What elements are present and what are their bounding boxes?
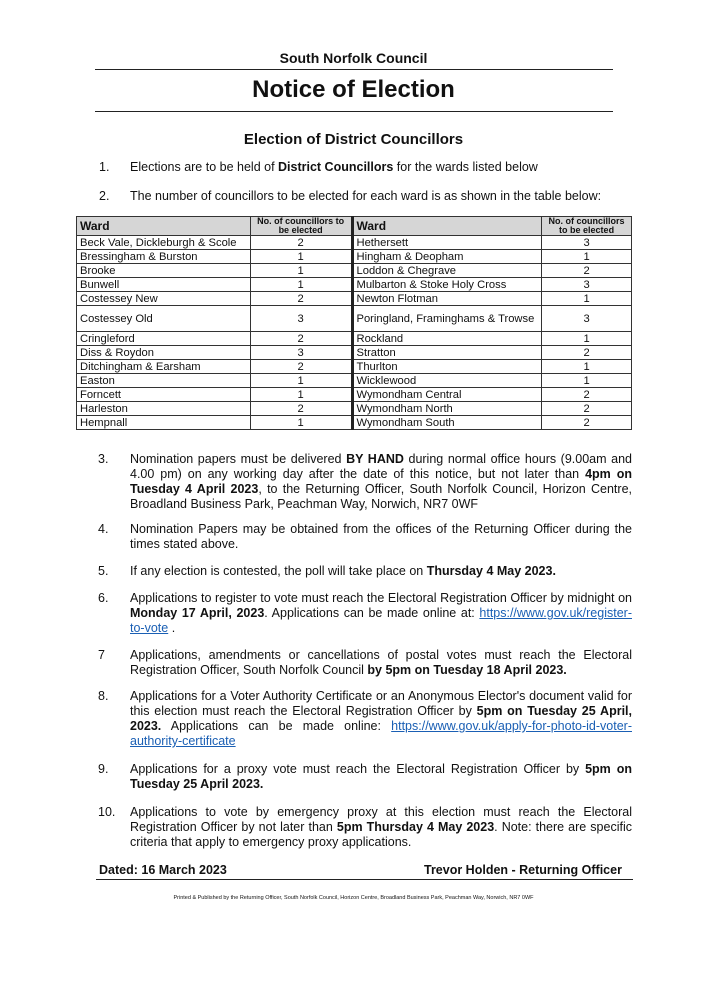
ward-name: Wymondham North: [352, 402, 542, 416]
councillor-count: 3: [250, 306, 352, 332]
ward-name: Costessey Old: [77, 306, 251, 332]
item-emphasis: District Councillors: [278, 160, 394, 174]
paragraph-emphasis: BY HAND: [346, 452, 404, 466]
paragraph-text: . Applications can be made online at:: [264, 606, 480, 620]
paragraph-text: , to the Returning Officer, South Norfolk Council, Horizon Centre, Broadland Business Park, Peachman Way, Norwich, NR7 0WF: [130, 482, 632, 511]
councillor-count: 3: [542, 306, 632, 332]
paragraph-10: [130, 805, 632, 850]
councillor-count: 2: [250, 360, 352, 374]
paragraph-text: Applications to vote by emergency proxy at this election must reach the Electoral Registration Officer by not later than: [130, 805, 632, 834]
councillor-count: 1: [250, 264, 352, 278]
councillor-count: 2: [250, 332, 352, 346]
council-name: South Norfolk Council: [279, 50, 428, 66]
councillor-count: 3: [250, 346, 352, 360]
table-row: [77, 236, 632, 250]
councillor-count: 1: [542, 374, 632, 388]
paragraph-text: Applications to register to vote must reach the Electoral Registration Officer by midnight on: [130, 591, 632, 605]
paragraph-text: Applications, amendments or cancellations of postal votes must reach the Electoral Registration Officer, South Norfolk Council: [130, 648, 632, 677]
councillor-count: 2: [542, 388, 632, 402]
divider: [95, 111, 613, 112]
table-row: [77, 278, 632, 292]
paragraph-text: If any election is contested, the poll will take place on: [130, 564, 427, 578]
column-header-ward: Ward: [77, 217, 251, 236]
councillor-count: 1: [250, 374, 352, 388]
paragraph-text: Applications for a Voter Authority Certificate or an Anonymous Elector's document valid for this election must reach the Electoral Registration Officer by: [130, 689, 632, 718]
paragraph-emphasis: 5pm Thursday 4 May 2023: [336, 820, 495, 834]
paragraph-text: Applications for a proxy vote must reach the Electoral Registration Officer by: [130, 762, 586, 776]
paragraph-number: 8.: [98, 689, 109, 703]
paragraph-text: .: [168, 621, 176, 635]
ward-name: Ditchingham & Earsham: [77, 360, 251, 374]
paragraph-emphasis: by 5pm on Tuesday 18 April 2023.: [367, 663, 567, 677]
paragraph-emphasis: Monday 17 April, 2023: [130, 606, 265, 620]
column-header-count: No. of councillors to be elected: [250, 217, 352, 236]
paragraph-6: [130, 591, 632, 636]
table-row: [77, 360, 632, 374]
ward-name: Beck Vale, Dickleburgh & Scole: [77, 236, 251, 250]
councillor-count: 2: [542, 402, 632, 416]
table-row: [77, 346, 632, 360]
councillor-count: 1: [542, 332, 632, 346]
ward-name: Loddon & Chegrave: [352, 264, 542, 278]
table-row: [77, 416, 632, 430]
ward-name: Cringleford: [77, 332, 251, 346]
table-row: [77, 306, 632, 332]
councillor-count: 1: [542, 292, 632, 306]
ward-name: Wymondham South: [352, 416, 542, 430]
paragraph-number: 7: [98, 648, 105, 662]
ward-name: Hingham & Deopham: [352, 250, 542, 264]
paragraph-8: [130, 689, 632, 749]
councillor-count: 2: [542, 346, 632, 360]
divider: [96, 879, 633, 880]
councillor-count: 2: [250, 292, 352, 306]
column-header-ward: Ward: [352, 217, 542, 236]
voter-authority-certificate-link[interactable]: https://www.gov.uk/apply-for-photo-id-voter-authority-certificate: [130, 719, 632, 748]
paragraph-3: [130, 452, 632, 512]
dated-line: Dated: 16 March 2023: [99, 863, 227, 877]
ward-name: Rockland: [352, 332, 542, 346]
ward-name: Thurlton: [352, 360, 542, 374]
ward-name: Mulbarton & Stoke Holy Cross: [352, 278, 542, 292]
paragraph-number: 4.: [98, 522, 109, 536]
item-number: 2.: [99, 189, 110, 203]
paragraph-number: 6.: [98, 591, 109, 605]
column-header-count: No. of councillors to be elected: [542, 217, 632, 236]
imprint-footer: Printed & Published by the Returning Officer, South Norfolk Council, Horizon Centre, Broadland Business Park, Peachman Way, Norwich, NR7 0WF: [173, 895, 534, 901]
table-row: [77, 374, 632, 388]
paragraph-5: [130, 564, 632, 579]
paragraph-number: 5.: [98, 564, 109, 578]
table-row: [77, 332, 632, 346]
councillor-count: 1: [250, 388, 352, 402]
paragraph-text: . Note: there are specific criteria that apply to emergency proxy applications.: [130, 820, 632, 849]
ward-name: Forncett: [77, 388, 251, 402]
paragraph-number: 9.: [98, 762, 109, 776]
councillor-count: 1: [250, 278, 352, 292]
item-text: Elections are to be held of: [130, 160, 279, 174]
paragraph-text: during normal office hours (9.00am and 4.00 pm) on any working day after the date of this notice, but not later than: [130, 452, 632, 481]
paragraph-emphasis: 5pm on Tuesday 25 April, 2023.: [130, 704, 632, 733]
ward-name: Costessey New: [77, 292, 251, 306]
table-row: [77, 250, 632, 264]
returning-officer: Trevor Holden - Returning Officer: [424, 863, 622, 877]
item-number: 1.: [99, 160, 110, 174]
councillor-count: 3: [542, 236, 632, 250]
councillor-count: 1: [542, 360, 632, 374]
table-row: [77, 264, 632, 278]
paragraph-number: 10.: [98, 805, 116, 819]
paragraph-emphasis: 4pm on Tuesday 4 April 2023: [130, 467, 632, 496]
councillor-count: 2: [542, 264, 632, 278]
item-text: for the wards listed below: [393, 160, 538, 174]
councillor-count: 1: [250, 416, 352, 430]
divider: [95, 69, 613, 70]
ward-name: Brooke: [77, 264, 251, 278]
councillor-count: 2: [250, 402, 352, 416]
ward-name: Hethersett: [352, 236, 542, 250]
ward-name: Poringland, Framinghams & Trowse: [352, 306, 542, 332]
ward-name: Bressingham & Burston: [77, 250, 251, 264]
item-1: [130, 160, 538, 175]
councillor-count: 1: [250, 250, 352, 264]
ward-name: Wymondham Central: [352, 388, 542, 402]
section-title: Election of District Councillors: [243, 131, 464, 148]
ward-name: Harleston: [77, 402, 251, 416]
ward-name: Hempnall: [77, 416, 251, 430]
table-row: [77, 388, 632, 402]
ward-name: Newton Flotman: [352, 292, 542, 306]
ward-name: Diss & Roydon: [77, 346, 251, 360]
councillor-count: 2: [250, 236, 352, 250]
ward-name: Wicklewood: [352, 374, 542, 388]
paragraph-text: Nomination papers must be delivered: [130, 452, 347, 466]
wards-table: [76, 216, 632, 430]
ward-name: Stratton: [352, 346, 542, 360]
paragraph-number: 3.: [98, 452, 109, 466]
page-title: Notice of Election: [252, 76, 455, 103]
table-row: [77, 292, 632, 306]
paragraph-9: [130, 762, 632, 792]
paragraph-7: [130, 648, 632, 678]
table-row: [77, 402, 632, 416]
paragraph-emphasis: Thursday 4 May 2023.: [426, 564, 556, 578]
paragraph-4: Nomination Papers may be obtained from the offices of the Returning Officer during the times stated above.: [130, 522, 632, 551]
paragraph-text: Applications can be made online:: [161, 719, 392, 733]
paragraph-emphasis: 5pm on Tuesday 25 April 2023.: [130, 762, 632, 791]
register-to-vote-link[interactable]: https://www.gov.uk/register-to-vote: [130, 606, 632, 635]
ward-name: Bunwell: [77, 278, 251, 292]
ward-name: Easton: [77, 374, 251, 388]
councillor-count: 2: [542, 416, 632, 430]
councillor-count: 3: [542, 278, 632, 292]
councillor-count: 1: [542, 250, 632, 264]
table-header-row: [77, 217, 632, 236]
item-2: The number of councillors to be elected for each ward is as shown in the table below:: [130, 189, 602, 203]
